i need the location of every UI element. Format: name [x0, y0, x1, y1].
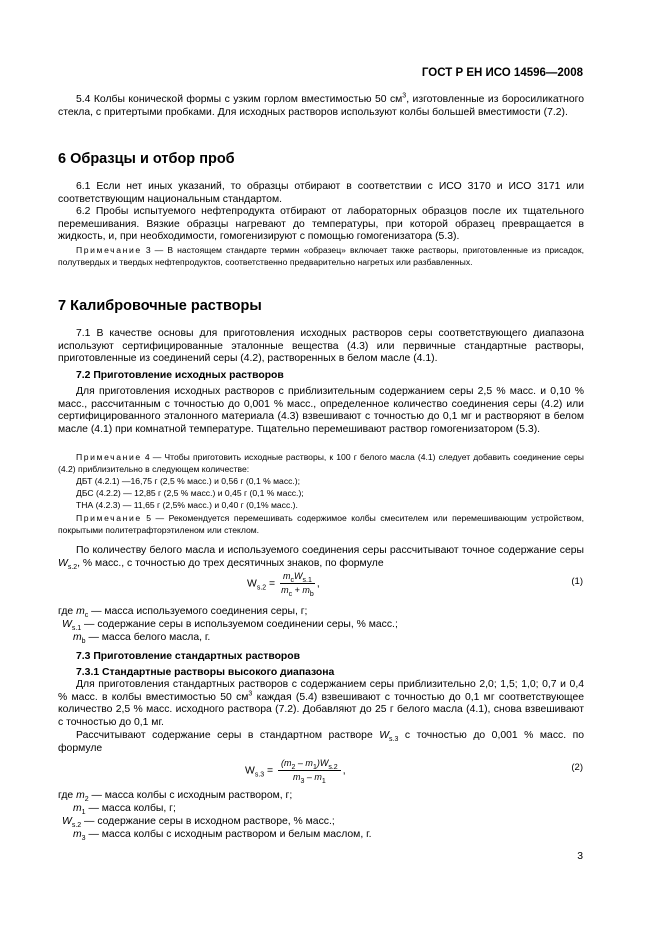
where-2-item-2: $m_1$ — масса колбы, г; — [73, 803, 176, 817]
formula-1: $W_{s.2}$ = $\frac{m_cW_{s.1}}{m_c + m_b}$ , — [247, 571, 320, 598]
heading-7-3-1: 7.3.1 Стандартные растворы высокого диапазона — [76, 667, 335, 678]
note-4-line-1: ДБТ (4.2.1) —16,75 г (2,5 % масс.) и 0,56 г (0,1 % масс.); — [76, 476, 301, 486]
heading-7-2: 7.2 Приготовление исходных растворов — [76, 370, 284, 381]
note-4: Примечание 4 — Чтобы приготовить исходные растворы, к 100 г белого масла (4.1) следует добавить соединение серы (4.2) приблизительно в следующем количестве: — [58, 452, 584, 474]
where-1-item-1: где $m_c$ — масса используемого соединения серы, г; — [58, 606, 308, 620]
document-header: ГОСТ Р ЕН ИСО 14596—2008 — [421, 67, 583, 79]
where-1-item-3: $m_b$ — масса белого масла, г. — [73, 632, 211, 646]
note-4-line-2: ДБС (4.2.2) — 12,85 г (2,5 % масс.) и 0,45 г (0,1 % масс.); — [76, 488, 304, 498]
paragraph-7-2: Для приготовления исходных растворов с приблизительным содержанием серы 2,5 % масс. и 0,10 % масс., рассчитанным с точностью до 0,001 % масс., определенное количество соединения серы (4.2) или сертифицированного эталонного материала (4.3) взвешивают с точностью до 0,1 мг и растворяют в белом масле (4.1) при комнатной температуре. Тщательно перемешивают раствор гомогенизатором (5.3). — [58, 386, 584, 435]
page-number: 3 — [577, 851, 583, 862]
where-1-item-2: $W_{s.1}$ — содержание серы в используемом соединении серы, % масс.; — [62, 619, 398, 633]
paragraph-7-1: 7.1 В качестве основы для приготовления исходных растворов серы соответствующего диапазона используют сертифицированные эталонные вещества (4.3) или первичные стандартные растворы, приготовленные из соединений серы (4.2), растворенных в белом масле (4.1). — [58, 328, 584, 365]
note-4-line-3: ТНА (4.2.3) — 11,65 г (2,5% масс.) и 0,40 г (0,1% масс.). — [76, 500, 298, 510]
note-5: Примечание 5 — Рекомендуется перемешивать содержимое колбы смесителем или перемешивающим устройством, покрытыми политетрафторэтиленом или стеклом. — [58, 513, 584, 535]
formula-2: $W_{s.3}$ = $\frac{(m_2 - m_1)W_{s.2}}{m_3 - m_1}$ , — [245, 758, 346, 785]
equation-number-1: (1) — [571, 576, 583, 587]
note-3: Примечание 3 — В настоящем стандарте термин «образец» включает также растворы, приготовленные из присадок, полутвердых и твердых нефтепродуктов, соответственно предварительно нагретых или разбавленных. — [58, 245, 584, 267]
where-2-item-3: $W_{s.2}$ — содержание серы в исходном растворе, % масс.; — [62, 816, 335, 830]
section-6-title: 6 Образцы и отбор проб — [58, 151, 235, 167]
heading-7-3: 7.3 Приготовление стандартных растворов — [76, 651, 301, 662]
paragraph-7-3-1: Для приготовления стандартных растворов с содержанием серы приблизительно 2,0; 1,5; 1,0; 0,7 и 0,4 % масс. в колбы вместимостью 50 $см^3$ каждая (5.4) взвешивают с точностью до 0,1 мг соответствующее количество 2,5 % масс. исходного раствора (7.2). Добавляют до 25 г белого масла (4.1), снова взвешивают с точностью до 0,1 мг. — [58, 679, 584, 728]
paragraph-6-2: 6.2 Пробы испытуемого нефтепродукта отбирают от лабораторных образцов после их тщательного перемешивания. Вязкие образцы нагревают до температуры, при которой образец превращается в жидкость, и, при необходимости, гомогенизируют с помощью гомогенизатора (5.3). — [58, 206, 584, 243]
where-2-item-1: где $m_2$ — масса колбы с исходным раствором, г; — [58, 790, 293, 804]
where-2-item-4: $m_3$ — масса колбы с исходным раствором и белым маслом, г. — [73, 829, 372, 843]
paragraph-6-1: 6.1 Если нет иных указаний, то образцы отбирают в соответствии с ИСО 3170 и ИСО 3171 или соответствующим национальным стандартом. — [58, 181, 584, 205]
paragraph-5-4: 5.4 Колбы конической формы с узким горлом вместимостью 50 $см^3$, изготовленные из боросиликатного стекла, с притертыми пробками. Для исходных растворов используют колбы большей вместимости (7.2). — [58, 92, 584, 118]
section-7-title: 7 Калибровочные растворы — [58, 298, 262, 314]
paragraph-calc-2: Рассчитывают содержание серы в стандартном растворе $W_{s.3}$ с точностью до 0,001 % масс. по формуле — [58, 730, 584, 754]
equation-number-2: (2) — [571, 762, 583, 773]
paragraph-calc-1: По количеству белого масла и используемого соединения серы рассчитывают точное содержание серы $W_{s.2}$, % масс., с точностью до трех десятичных знаков, по формуле — [58, 545, 584, 571]
